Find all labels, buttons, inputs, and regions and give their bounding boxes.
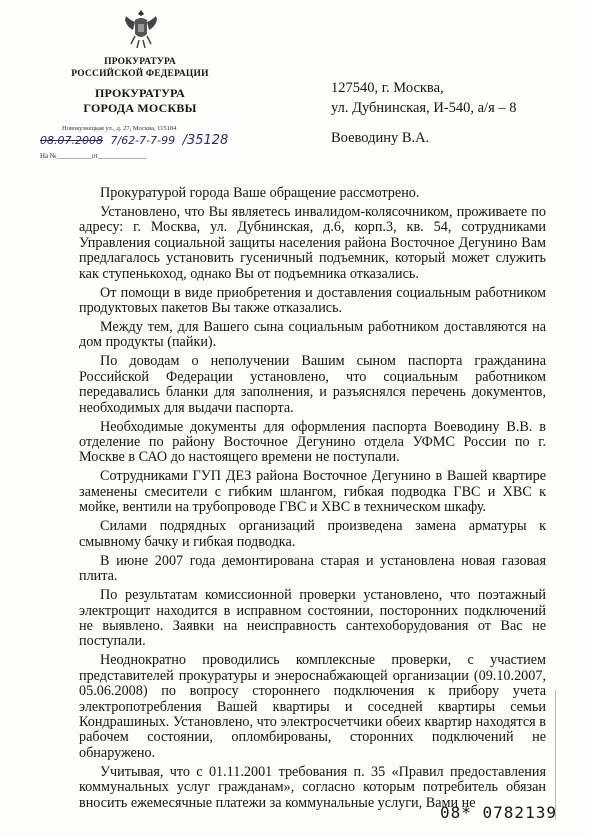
org-line-4: ГОРОДА МОСКВЫ [83, 101, 197, 115]
registration-number: 7/62-7-7-99 [110, 134, 176, 147]
paragraph: Прокуратурой города Ваше обращение рассмотрено. [100, 185, 420, 201]
org-line-2: РОССИЙСКОЙ ФЕДЕРАЦИИ [71, 69, 209, 79]
org-line-1: ПРОКУРАТУРА [104, 57, 176, 67]
recipient-name: Воеводину В.А. [331, 130, 430, 146]
paragraph: Сотрудниками ГУП ДЕЗ района Восточное Дегунино в Вашей квартире заменены смесители с гибким шлангом, гибкая подводка ГВС и ХВС к мойке, вентили на трубопроводе ГВС и ХВС в техническом шкафу. [79, 468, 546, 516]
org-address: Новокузнецкая ул., д. 27, Москва, 115184 [62, 125, 177, 132]
registration-line [40, 133, 228, 148]
margin-mark [555, 690, 556, 820]
registration-date: 08.07.2008 [40, 134, 103, 147]
paragraph: По доводам о неполучении Вашим сыном паспорта гражданина Российской Федерации установлено, что социальным работником передавались бланки для заполнения, и разъяснялся перечень документов, необходимых для выдачи паспорта. [79, 353, 546, 416]
paragraph: От помощи в виде приобретения и доставления социальным работником продуктовых пакетов Вы также отказались. [79, 284, 546, 317]
reference-line: На №__________от______________ [40, 152, 148, 160]
recipient-address-1: 127540, г. Москва, [331, 80, 444, 96]
paragraph: Неоднократно проводились комплексные проверки, с участием представителей прокуратуры и энероснабжающей организации (09.10.2007, 05.06.2008) по вопросу стороннего подключения к прибору учета электропотребления Вашей квартиры и соседней квартиры семьи Кондрашиных. Установлено, что электросчетчики обеих квартир находятся в рабочем состоянии, опломбированы, сторонних подключений не обнаружено. [79, 652, 546, 761]
paragraph: Установлено, что Вы являетесь инвалидом-колясочником, проживаете по адресу: г. Москва, ул. Дубнинская, д.6, корп.3, кв. 54, сотрудниками Управления социальной защиты населения района Восточное Дегунино Вам предлагалось установить гусеничный подъемник, который может служить как ступенькоход, однако Вы от подъемника отказались. [79, 204, 546, 282]
registration-extra: /35128 [182, 133, 229, 148]
paragraph: Учитывая, что с 01.11.2001 требования п. 35 «Правил предоставления коммунальных услуг гражданам», согласно которым потребитель обязан вносить ежемесячные платежи за коммунальные услуги, Вами не [79, 763, 546, 811]
serial-number: 08* 0782139 [440, 803, 557, 822]
recipient-address-2: ул. Дубнинская, И-540, а/я – 8 [331, 100, 517, 116]
paragraph: По результатам комиссионной проверки установлено, что поэтажный электрощит находится в исправном состоянии, посторонних подключений не выявлено. Заявки на неисправность сантехоборудования от Вас не поступали. [79, 587, 546, 650]
paragraph: Силами подрядных организаций произведена замена арматуры к смывному бачку и гибкая подводка. [79, 518, 546, 550]
letter-body [79, 186, 546, 811]
coat-of-arms-icon [121, 6, 161, 52]
paragraph: В июне 2007 года демонтирована старая и установлена новая газовая плита. [79, 552, 546, 585]
paragraph: Между тем, для Вашего сына социальным работником доставляются на дом продукты (пайки). [79, 319, 546, 351]
paragraph: Необходимые документы для оформления паспорта Воеводину В.В. в отделение по району Восточное Дегунино отдела УФМС России по г. Москве в САО до настоящего времени не поступали. [79, 418, 546, 466]
org-line-3: ПРОКУРАТУРА [94, 86, 186, 100]
